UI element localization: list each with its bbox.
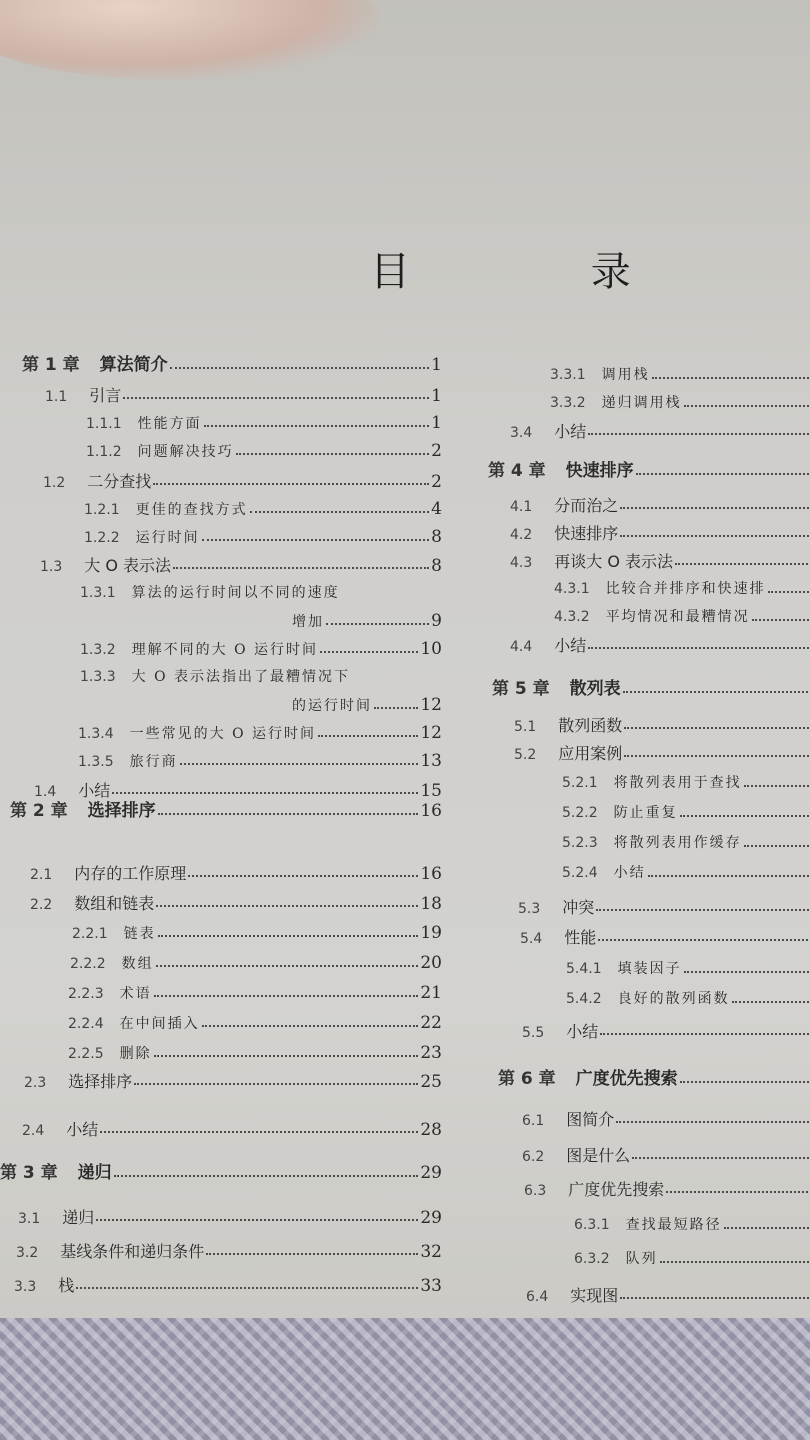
dot-leader [318, 735, 418, 737]
toc-page-number: 21 [420, 983, 442, 1003]
toc-entry-title: 大 O 表示法指出了最糟情况下 [131, 669, 351, 685]
toc-entry[interactable] [43, 468, 442, 495]
toc-entry-number: 2.4 [22, 1123, 45, 1139]
toc-entry-number: 2.2 [30, 897, 53, 913]
toc-entry-number: 6.4 [526, 1289, 549, 1305]
toc-entry-number: 2.2.1 [72, 926, 108, 942]
toc-page-number: 28 [420, 1120, 442, 1140]
toc-entry[interactable] [510, 418, 810, 445]
toc-entry-title: 图是什么 [566, 1146, 631, 1165]
toc-entry[interactable] [70, 950, 442, 977]
toc-entry[interactable] [562, 860, 810, 887]
dot-leader [156, 965, 419, 967]
dot-leader [596, 909, 810, 911]
toc-entry[interactable] [10, 798, 442, 825]
toc-entry-number: 5.4 [520, 931, 543, 947]
toc-entry-number: 1.3.5 [78, 754, 114, 770]
toc-entry-title: 一些常见的大 O 运行时间 [129, 726, 317, 742]
dot-leader [236, 453, 430, 455]
toc-entry[interactable] [524, 1176, 810, 1203]
dot-leader [156, 905, 418, 907]
toc-entry[interactable] [518, 894, 810, 921]
toc-page-number: 20 [420, 953, 442, 973]
toc-entry[interactable] [84, 524, 442, 551]
dot-leader [624, 755, 810, 757]
toc-page-number: 23 [420, 1043, 442, 1063]
dot-leader [768, 591, 810, 593]
toc-entry[interactable] [510, 492, 810, 519]
dot-leader [680, 1081, 810, 1083]
dot-leader [170, 367, 430, 369]
toc-entry[interactable] [520, 924, 810, 951]
toc-entry[interactable] [566, 986, 810, 1013]
dot-leader [636, 473, 810, 475]
toc-entry-number: 5.2 [514, 747, 537, 763]
toc-entry-number: 5.5 [522, 1025, 545, 1041]
toc-page-number: 16 [420, 864, 442, 884]
dot-leader [112, 792, 418, 794]
toc-entry-number: 第 4 章 [488, 461, 546, 481]
toc-entry-number: 3.3.2 [550, 395, 586, 411]
toc-entry[interactable] [522, 1106, 810, 1133]
toc-entry-number: 3.2 [16, 1245, 39, 1261]
toc-entry-title: 大 O 表示法 [84, 556, 172, 575]
toc-entry-title: 引言 [89, 386, 122, 405]
toc-page-number: 9 [431, 611, 442, 631]
toc-entry-title: 小结 [554, 422, 587, 441]
toc-entry-title: 调用栈 [601, 367, 650, 383]
toc-entry[interactable] [16, 1238, 442, 1265]
toc-page-number: 1 [431, 355, 442, 375]
toc-entry[interactable] [18, 1204, 442, 1231]
dot-leader [76, 1287, 418, 1289]
dot-leader [620, 507, 810, 509]
toc-entry[interactable] [68, 1040, 442, 1067]
toc-entry[interactable] [574, 1212, 810, 1239]
toc-entry-title: 选择排序 [87, 801, 156, 821]
toc-entry-title: 填装因子 [617, 961, 682, 977]
toc-entry[interactable] [68, 1010, 442, 1037]
toc-page-number: 25 [420, 1072, 442, 1092]
toc-page-number: 8 [431, 556, 442, 576]
toc-entry-number: 6.3.1 [574, 1217, 610, 1233]
toc-entry[interactable] [40, 552, 442, 579]
toc-entry-number: 5.2.1 [562, 775, 598, 791]
dot-leader [684, 971, 810, 973]
toc-entry-title: 问题解决技巧 [137, 444, 234, 460]
toc-entry[interactable] [510, 520, 810, 547]
toc-entry[interactable] [80, 664, 442, 691]
toc-entry-number: 2.1 [30, 867, 53, 883]
toc-entry[interactable] [72, 920, 442, 947]
toc-entry-title: 平均情况和最糟情况 [605, 609, 750, 625]
dot-leader [154, 995, 419, 997]
toc-entry-number: 1.3.3 [80, 669, 116, 685]
toc-entry[interactable] [498, 1066, 810, 1093]
toc-entry[interactable] [488, 458, 810, 485]
toc-entry-title: 二分查找 [87, 472, 152, 491]
toc-entry-title: 良好的散列函数 [617, 991, 730, 1007]
toc-entry-title: 快速排序 [565, 461, 634, 481]
toc-entry[interactable] [514, 712, 810, 739]
toc-entry[interactable] [30, 860, 442, 887]
toc-entry-number: 2.2.2 [70, 956, 106, 972]
toc-entry-number: 第 3 章 [0, 1163, 58, 1183]
toc-entry-title: 增加 [292, 614, 324, 630]
dot-leader [675, 563, 810, 565]
toc-entry-number: 4.3.2 [554, 609, 590, 625]
toc-entry-title: 的运行时间 [292, 698, 372, 714]
dot-leader [158, 813, 419, 815]
toc-entry-number: 3.4 [510, 425, 533, 441]
dot-leader [632, 1157, 810, 1159]
toc-entry-title: 链表 [123, 926, 156, 942]
toc-entry-title: 小结 [566, 1022, 599, 1041]
dot-leader [188, 875, 418, 877]
toc-page-number: 2 [431, 441, 442, 461]
dot-leader [752, 619, 810, 621]
dot-leader [732, 1001, 810, 1003]
toc-page-number: 1 [431, 386, 442, 406]
toc-entry[interactable] [554, 576, 810, 603]
toc-page-number: 33 [420, 1276, 442, 1296]
dot-leader [153, 483, 429, 485]
toc-entry-number: 6.2 [522, 1149, 545, 1165]
toc-entry-title: 性能方面 [137, 416, 202, 432]
toc-entry-number: 2.2.5 [68, 1046, 104, 1062]
toc-entry-title: 数组和链表 [74, 894, 155, 913]
toc-entry[interactable] [0, 1160, 442, 1187]
dot-leader [250, 511, 430, 513]
toc-entry-number: 4.2 [510, 527, 533, 543]
toc-entry-title: 理解不同的大 O 运行时间 [131, 642, 319, 658]
toc-entry[interactable] [30, 890, 442, 917]
toc-entry[interactable] [86, 410, 442, 437]
toc-entry-number: 1.2.2 [84, 530, 120, 546]
dot-leader [600, 1033, 810, 1035]
toc-entry-number: 1.4 [34, 784, 57, 800]
toc-entry[interactable] [514, 740, 810, 767]
toc-entry-title: 选择排序 [68, 1072, 133, 1091]
toc-entry-number: 3.3.1 [550, 367, 586, 383]
dot-leader [114, 1175, 419, 1177]
toc-entry-number: 1.1.2 [86, 444, 122, 460]
toc-entry-number: 1.3 [40, 559, 63, 575]
toc-entry-number: 4.3 [510, 555, 533, 571]
toc-entry[interactable] [146, 692, 442, 719]
toc-entry[interactable] [78, 748, 442, 775]
toc-entry-number: 1.1.1 [86, 416, 122, 432]
toc-entry-title: 递归调用栈 [601, 395, 682, 411]
dot-leader [134, 1083, 418, 1085]
dot-leader [620, 535, 810, 537]
dot-leader [320, 651, 418, 653]
toc-entry-number: 6.3 [524, 1183, 547, 1199]
toc-entry-number: 4.3.1 [554, 581, 590, 597]
toc-entry-number: 6.1 [522, 1113, 545, 1129]
toc-entry-title: 小结 [78, 781, 111, 800]
toc-entry-title: 查找最短路径 [625, 1217, 722, 1233]
toc-entry-title: 栈 [58, 1276, 75, 1295]
toc-entry[interactable] [14, 1272, 442, 1299]
toc-entry[interactable] [562, 800, 810, 827]
dot-leader [96, 1219, 418, 1221]
toc-entry-title: 应用案例 [558, 744, 623, 763]
toc-entry-title: 小结 [613, 865, 646, 881]
dot-leader [202, 1025, 419, 1027]
toc-entry[interactable] [68, 980, 442, 1007]
toc-page-number: 29 [420, 1208, 442, 1228]
toc-entry-title: 基线条件和递归条件 [60, 1242, 205, 1261]
dot-leader [684, 405, 810, 407]
toc-entry-number: 第 6 章 [498, 1069, 556, 1089]
toc-entry-title: 数组 [121, 956, 154, 972]
dot-leader [204, 425, 430, 427]
dot-leader [660, 1261, 810, 1263]
toc-entry-number: 1.3.2 [80, 642, 116, 658]
toc-page-number: 29 [420, 1163, 442, 1183]
toc-entry-number: 5.2.4 [562, 865, 598, 881]
toc-entry-title: 算法的运行时间以不同的速度 [131, 585, 340, 601]
toc-page-number: 12 [420, 723, 442, 743]
toc-entry-title: 再谈大 O 表示法 [554, 552, 674, 571]
toc-entry[interactable] [84, 496, 442, 523]
dot-leader [123, 397, 429, 399]
toc-entry-number: 第 1 章 [22, 355, 80, 375]
toc-entry[interactable] [22, 352, 442, 379]
toc-entry-number: 1.3.1 [80, 585, 116, 601]
toc-entry-title: 旅行商 [129, 754, 178, 770]
dot-leader [744, 845, 810, 847]
toc-page-number: 18 [420, 894, 442, 914]
toc-entry[interactable] [80, 580, 442, 607]
dot-leader [180, 763, 419, 765]
dot-leader [624, 727, 810, 729]
toc-entry[interactable] [566, 956, 810, 983]
dot-leader [680, 815, 810, 817]
toc-entry-title: 广度优先搜索 [575, 1069, 678, 1089]
toc-entry-number: 5.4.1 [566, 961, 602, 977]
toc-entry-title: 小结 [66, 1120, 99, 1139]
dot-leader [206, 1253, 418, 1255]
toc-entry[interactable] [574, 1246, 810, 1273]
toc-entry-number: 5.1 [514, 719, 537, 735]
dot-leader [724, 1227, 810, 1229]
toc-entry[interactable] [80, 636, 442, 663]
finger-shadow [0, 0, 380, 80]
dot-leader [202, 539, 430, 541]
toc-entry[interactable] [522, 1142, 810, 1169]
toc-entry-title: 算法简介 [99, 355, 168, 375]
toc-page-number: 10 [420, 639, 442, 659]
toc-entry[interactable] [78, 720, 442, 747]
toc-entry-title: 在中间插入 [119, 1016, 200, 1032]
toc-entry-title: 冲突 [562, 898, 595, 917]
toc-entry-number: 5.2.2 [562, 805, 598, 821]
toc-page-number: 13 [420, 751, 442, 771]
toc-entry-title: 防止重复 [613, 805, 678, 821]
toc-entry-title: 内存的工作原理 [74, 864, 187, 883]
toc-entry-number: 6.3.2 [574, 1251, 610, 1267]
toc-entry-title: 运行时间 [135, 530, 200, 546]
toc-entry-title: 更佳的查找方式 [135, 502, 248, 518]
toc-page-number: 2 [431, 472, 442, 492]
fabric-background [0, 1318, 810, 1440]
toc-entry[interactable] [562, 770, 810, 797]
dot-leader [648, 875, 810, 877]
toc-entry-number: 4.1 [510, 499, 533, 515]
toc-entry-title: 递归 [62, 1208, 95, 1227]
toc-page-number: 19 [420, 923, 442, 943]
toc-entry[interactable] [492, 676, 810, 703]
dot-leader [620, 1297, 810, 1299]
toc-entry[interactable] [510, 548, 810, 575]
toc-entry-title: 删除 [119, 1046, 152, 1062]
toc-entry[interactable] [146, 608, 442, 635]
toc-entry-title: 图简介 [566, 1110, 615, 1129]
toc-entry[interactable] [86, 438, 442, 465]
toc-entry[interactable] [550, 390, 810, 417]
dot-leader [616, 1121, 810, 1123]
toc-entry[interactable] [24, 1068, 442, 1095]
toc-entry-title: 队列 [625, 1251, 658, 1267]
dot-leader [744, 785, 810, 787]
dot-leader [652, 377, 810, 379]
toc-entry-title: 广度优先搜索 [568, 1180, 665, 1199]
toc-entry-number: 5.2.3 [562, 835, 598, 851]
toc-entry[interactable] [22, 1116, 442, 1143]
toc-entry-title: 将散列表用作缓存 [613, 835, 742, 851]
toc-entry-number: 3.3 [14, 1279, 37, 1295]
toc-entry-number: 5.3 [518, 901, 541, 917]
toc-entry[interactable] [522, 1018, 810, 1045]
dot-leader [623, 691, 810, 693]
toc-entry-title: 分而治之 [554, 496, 619, 515]
toc-entry[interactable] [526, 1282, 810, 1309]
toc-entry-title: 快速排序 [554, 524, 619, 543]
toc-page-number: 8 [431, 527, 442, 547]
toc-entry-number: 2.2.3 [68, 986, 104, 1002]
dot-leader [588, 433, 810, 435]
toc-entry-number: 1.2.1 [84, 502, 120, 518]
toc-page-number: 32 [420, 1242, 442, 1262]
page-title: 目 录 [370, 249, 715, 295]
toc-entry-number: 第 2 章 [10, 801, 68, 821]
toc-entry-number: 1.1 [45, 389, 68, 405]
toc-entry-title: 将散列表用于查找 [613, 775, 742, 791]
toc-entry[interactable] [45, 382, 442, 409]
toc-entry-title: 实现图 [570, 1286, 619, 1305]
toc-entry-number: 4.4 [510, 639, 533, 655]
dot-leader [374, 707, 418, 709]
dot-leader [158, 935, 419, 937]
toc-entry-title: 散列表 [569, 679, 621, 699]
dot-leader [666, 1191, 810, 1193]
toc-entry[interactable] [510, 632, 810, 659]
toc-entry-title: 小结 [554, 636, 587, 655]
dot-leader [588, 647, 810, 649]
toc-page-number: 4 [431, 499, 442, 519]
toc-page-number: 15 [420, 781, 442, 801]
dot-leader [100, 1131, 418, 1133]
toc-entry-title: 性能 [564, 928, 597, 947]
dot-leader [154, 1055, 419, 1057]
toc-entry-title: 递归 [77, 1163, 112, 1183]
toc-entry-number: 第 5 章 [492, 679, 550, 699]
dot-leader [326, 623, 429, 625]
toc-entry-title: 散列函数 [558, 716, 623, 735]
toc-page-number: 1 [431, 413, 442, 433]
toc-entry[interactable] [562, 830, 810, 857]
toc-entry-number: 2.2.4 [68, 1016, 104, 1032]
toc-entry-number: 5.4.2 [566, 991, 602, 1007]
toc-entry-title: 比较合并排序和快速排 [605, 581, 766, 597]
toc-entry-number: 1.2 [43, 475, 66, 491]
dot-leader [598, 939, 810, 941]
toc-page-number: 16 [420, 801, 442, 821]
toc-entry-number: 3.1 [18, 1211, 41, 1227]
toc-entry-number: 2.3 [24, 1075, 47, 1091]
toc-entry[interactable] [550, 362, 810, 389]
toc-page-number: 12 [420, 695, 442, 715]
dot-leader [173, 567, 429, 569]
toc-entry-number: 1.3.4 [78, 726, 114, 742]
toc-entry[interactable] [554, 604, 810, 631]
toc-page-number: 22 [420, 1013, 442, 1033]
toc-entry-title: 术语 [119, 986, 152, 1002]
